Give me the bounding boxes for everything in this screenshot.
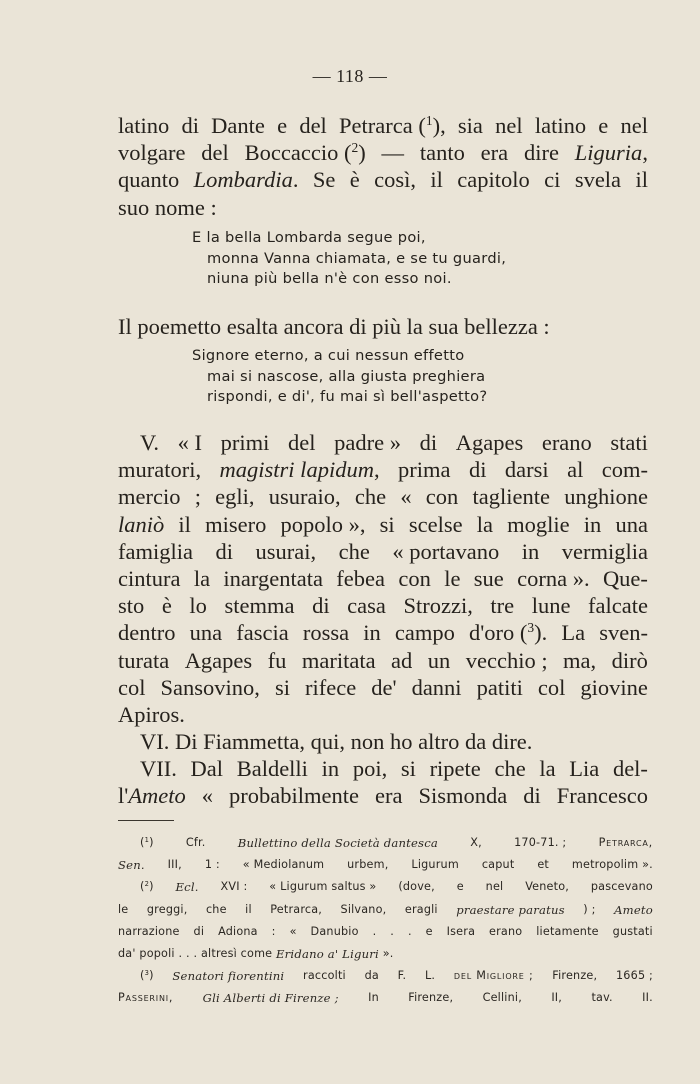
text-line: l'Ameto « probabilmente era Sismonda di Francesco [118,783,648,809]
text-line: Il poemetto esalta ancora di più la sua bellezza : [118,314,550,339]
footnote-line: Sen. III, 1 : « Mediolanum urbem, Ligurum caput et metropolim ». [118,858,653,873]
text-line: cintura la inargentata febea con le sue corna ». Que- [118,565,648,591]
text-line: col Sansovino, si rifece de' danni patiti col giovine [118,674,648,700]
text-line: sto è lo stemma di casa Strozzi, tre lune falcate [118,593,648,619]
footnote-divider [118,820,174,821]
footnote-line: ($^1$) Cfr. Bullettino della Società dantesca X, 170-71. ; Petrarca, [140,835,653,850]
footnote-line: ($^3$) Senatori fiorentini raccolti da F. L. del Migliore ; Firenze, 1665 ; [140,969,653,984]
footnotes [118,832,653,1010]
text-line: turata Agapes fu maritata ad un vecchio ; ma, dirò [118,647,648,673]
text-line: laniò il misero popolo », si scelse la moglie in una [118,511,648,537]
text-line: V. « I primi del padre » di Agapes erano stati [140,430,648,455]
verse-line: monna Vanna chiamata, e se tu guardi, [207,249,507,267]
footnote-line: da' popoli . . . altresì come Eridano a' Liguri ». [118,946,394,961]
paragraph-continuation [118,112,648,221]
verse-line: mai si nascose, alla giusta preghiera [207,367,486,385]
verse-line: niuna più bella n'è con esso noi. [207,270,452,287]
verse-line: Signore eterno, a cui nessun effetto [192,347,465,364]
text-line: latino di Dante e del Petrarca ($^1$), sia nel latino e nel [118,112,648,138]
verse-line: rispondi, e di', fu mai sì bell'aspetto? [207,388,488,405]
text-line: dentro una fascia rossa in campo d'oro ($^3$). La sven- [118,620,648,646]
text-line: Apiros. [118,701,185,727]
text-line: quanto Lombardia. Se è così, il capitolo ci svela il [118,167,648,193]
section-vi: VI. Di Fiammetta, qui, non ho altro da dire. [140,729,533,755]
text-line: volgare del Boccaccio ($^2$) — tanto era dire Liguria, [118,140,648,166]
footnote-line: Passerini, Gli Alberti di Firenze ; In Firenze, Cellini, II, tav. II. [118,991,653,1006]
text-line: VII. Dal Baldelli in poi, si ripete che la Lia del- [140,756,648,782]
verse-quote [192,346,487,408]
page-number: — 118 — [312,66,388,86]
text-line: famiglia di usurai, che « portavano in vermiglia [118,538,648,564]
text-line: suo nome : [118,194,217,220]
footnote-line: le greggi, che il Petrarca, Silvano, eragli praestare paratus ) ; Ameto [118,902,653,917]
paragraph [118,313,648,340]
verse-line: E la bella Lombarda segue poi, [192,229,426,246]
footnote-line: ($^2$) Ecl. XVI : « Ligurum saltus » (dove, e nel Veneto, pascevano [140,880,653,895]
verse-quote [192,228,506,290]
text-line: muratori, magistri lapidum, prima di darsi al com- [118,457,648,483]
section-v [118,429,648,810]
text-line: mercio ; egli, usuraio, che « con tagliente unghione [118,484,648,510]
footnote-line: narrazione di Adiona : « Danubio . . . e Isera erano lietamente gustati [118,924,653,938]
